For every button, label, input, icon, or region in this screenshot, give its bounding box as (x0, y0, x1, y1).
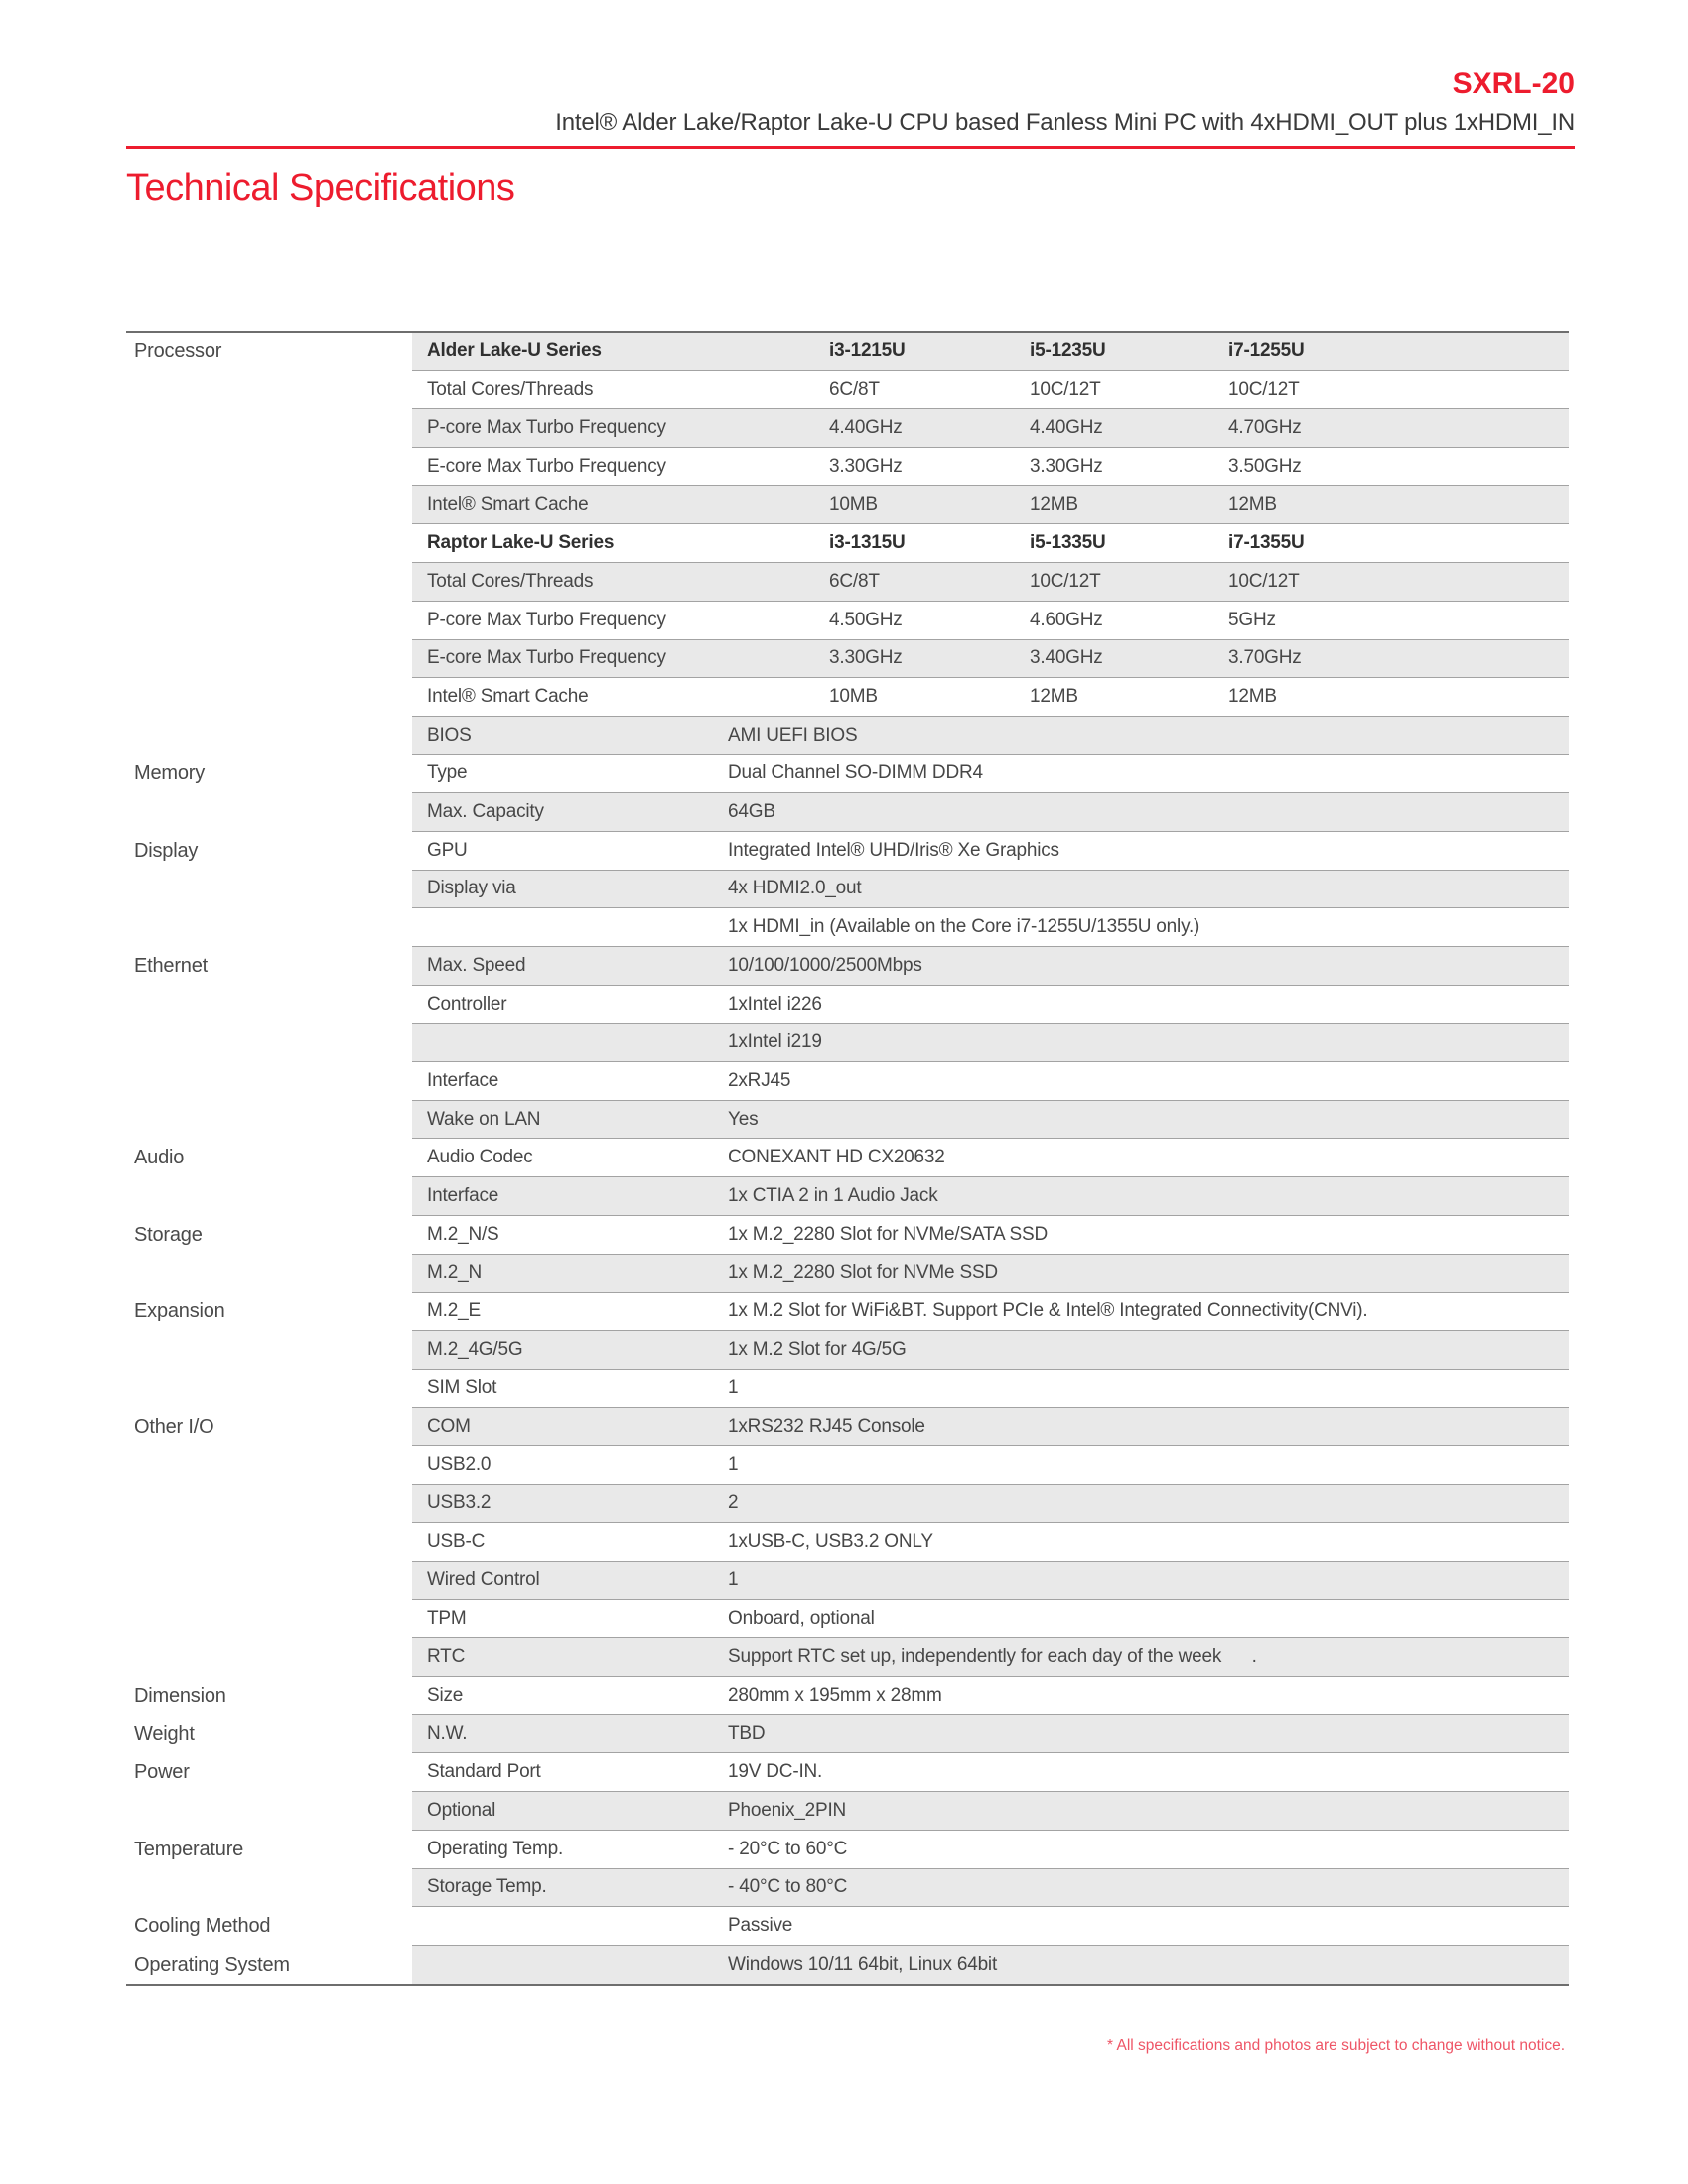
spec-label: P-core Max Turbo Frequency (427, 609, 666, 630)
spec-row-content (412, 717, 1569, 755)
spec-label: P-core Max Turbo Frequency (427, 417, 666, 439)
spec-row (126, 1715, 1569, 1754)
category-label (126, 448, 412, 486)
spec-value: 64GB (728, 801, 775, 823)
spec-row-content (412, 1139, 1569, 1177)
spec-value: AMI UEFI BIOS (728, 724, 858, 746)
spec-row-content (412, 1907, 1569, 1946)
spec-row (126, 1562, 1569, 1600)
cpu-col-value: i3-1215U (829, 340, 906, 361)
spec-row (126, 640, 1569, 679)
spec-row (126, 871, 1569, 909)
spec-row-content (412, 947, 1569, 986)
category-label (126, 1600, 412, 1639)
category-label (126, 640, 412, 679)
spec-row (126, 1062, 1569, 1101)
spec-value: 2xRJ45 (728, 1069, 791, 1091)
spec-table (126, 331, 1569, 1986)
spec-row (126, 1370, 1569, 1409)
spec-label: E-core Max Turbo Frequency (427, 647, 666, 669)
spec-row-content (412, 602, 1569, 640)
spec-value: Dual Channel SO-DIMM DDR4 (728, 762, 983, 784)
spec-label: Interface (427, 1184, 499, 1206)
spec-value: 1x M.2_2280 Slot for NVMe/SATA SSD (728, 1223, 1048, 1245)
spec-label: RTC (427, 1646, 466, 1668)
spec-row (126, 1101, 1569, 1140)
cpu-col-value: 4.50GHz (829, 609, 903, 630)
spec-row (126, 908, 1569, 947)
spec-row (126, 371, 1569, 410)
category-label (126, 409, 412, 448)
spec-label: Wake on LAN (427, 1108, 541, 1130)
spec-label: COM (427, 1416, 471, 1437)
spec-row-content (412, 1293, 1569, 1331)
cpu-col-value: 12MB (1228, 686, 1277, 708)
spec-row-content (412, 1408, 1569, 1446)
spec-value: Onboard, optional (728, 1607, 875, 1629)
cpu-col-value: 5GHz (1228, 609, 1276, 630)
spec-row-content (412, 524, 1569, 563)
spec-row (126, 793, 1569, 832)
spec-row-content (412, 563, 1569, 602)
category-label (126, 793, 412, 832)
spec-row (126, 524, 1569, 563)
spec-label: USB-C (427, 1531, 486, 1553)
spec-label: Wired Control (427, 1569, 540, 1590)
spec-value: Windows 10/11 64bit, Linux 64bit (728, 1954, 998, 1976)
spec-label: Optional (427, 1799, 496, 1821)
spec-row (126, 1177, 1569, 1216)
category-label: Audio (126, 1139, 412, 1177)
cpu-col-value: 3.30GHz (829, 455, 903, 477)
product-subtitle: Intel® Alder Lake/Raptor Lake-U CPU based Fanless Mini PC with 4xHDMI_OUT plus 1xHDMI_IN (555, 109, 1575, 136)
cpu-col-value: i3-1315U (829, 532, 906, 554)
spec-row (126, 563, 1569, 602)
category-label (126, 1062, 412, 1101)
spec-row-content (412, 333, 1569, 371)
category-label (126, 371, 412, 410)
category-label: Operating System (126, 1946, 412, 1984)
spec-label: Raptor Lake-U Series (427, 532, 615, 554)
category-label (126, 1024, 412, 1062)
spec-label: Storage Temp. (427, 1876, 547, 1898)
spec-row (126, 755, 1569, 794)
spec-row-content (412, 678, 1569, 717)
spec-value: 1x M.2 Slot for WiFi&BT. Support PCIe & Intel® Integrated Connectivity(CNVi). (728, 1300, 1368, 1322)
cpu-col-value: i7-1255U (1228, 340, 1305, 361)
spec-label: BIOS (427, 724, 472, 746)
category-label (126, 1638, 412, 1677)
spec-value: Integrated Intel® UHD/Iris® Xe Graphics (728, 839, 1059, 861)
spec-row (126, 448, 1569, 486)
spec-value: Passive (728, 1915, 793, 1937)
spec-label: M.2_4G/5G (427, 1338, 523, 1360)
spec-row-content (412, 871, 1569, 909)
category-label: Power (126, 1753, 412, 1792)
category-label: Expansion (126, 1293, 412, 1331)
spec-value: 1xRS232 RJ45 Console (728, 1416, 925, 1437)
cpu-col-value: 12MB (1030, 493, 1078, 515)
cpu-col-value: 6C/8T (829, 570, 880, 592)
cpu-col-value: 4.70GHz (1228, 417, 1302, 439)
category-label (126, 524, 412, 563)
spec-row (126, 1638, 1569, 1677)
category-label (126, 1792, 412, 1831)
cpu-col-value: 3.40GHz (1030, 647, 1103, 669)
spec-row (126, 832, 1569, 871)
category-label: Storage (126, 1216, 412, 1255)
category-label: Other I/O (126, 1408, 412, 1446)
spec-row-content (412, 1869, 1569, 1908)
cpu-col-value: i5-1235U (1030, 340, 1106, 361)
category-label (126, 1523, 412, 1562)
cpu-col-value: 6C/8T (829, 378, 880, 400)
spec-row-content (412, 448, 1569, 486)
cpu-col-value: 12MB (1030, 686, 1078, 708)
spec-label: M.2_E (427, 1300, 481, 1322)
spec-row-content (412, 908, 1569, 947)
spec-row-content (412, 1177, 1569, 1216)
spec-row-content (412, 1753, 1569, 1792)
spec-row (126, 986, 1569, 1024)
spec-row-content (412, 486, 1569, 525)
category-label (126, 986, 412, 1024)
category-label: Display (126, 832, 412, 871)
spec-row-content (412, 1523, 1569, 1562)
category-label (126, 1869, 412, 1908)
cpu-col-value: 10MB (829, 493, 878, 515)
category-label (126, 678, 412, 717)
spec-label: TPM (427, 1607, 467, 1629)
spec-row-content (412, 371, 1569, 410)
spec-label: M.2_N/S (427, 1223, 499, 1245)
spec-label: Interface (427, 1069, 499, 1091)
spec-row (126, 1408, 1569, 1446)
cpu-col-value: 10C/12T (1228, 378, 1300, 400)
spec-value: 1x M.2 Slot for 4G/5G (728, 1338, 907, 1360)
spec-row-content (412, 1792, 1569, 1831)
spec-row (126, 678, 1569, 717)
spec-row-content (412, 1946, 1569, 1984)
spec-row (126, 1600, 1569, 1639)
spec-value: 1 (728, 1569, 739, 1590)
cpu-col-value: i7-1355U (1228, 532, 1305, 554)
spec-label: Intel® Smart Cache (427, 493, 589, 515)
category-label (126, 1255, 412, 1294)
spec-row (126, 1907, 1569, 1946)
category-label (126, 486, 412, 525)
spec-row-content (412, 1370, 1569, 1409)
category-label (126, 1370, 412, 1409)
spec-row (126, 409, 1569, 448)
spec-label: Max. Capacity (427, 801, 544, 823)
spec-row-content (412, 640, 1569, 679)
spec-row (126, 1946, 1569, 1984)
spec-row (126, 486, 1569, 525)
spec-row-content (412, 1638, 1569, 1677)
spec-row (126, 1677, 1569, 1715)
spec-row-content (412, 409, 1569, 448)
category-label (126, 563, 412, 602)
spec-value: TBD (728, 1722, 766, 1744)
spec-label: GPU (427, 839, 468, 861)
category-label: Memory (126, 755, 412, 794)
cpu-col-value: 10C/12T (1030, 378, 1101, 400)
spec-row (126, 1216, 1569, 1255)
footnote: * All specifications and photos are subject to change without notice. (1107, 2037, 1565, 2054)
spec-row-content (412, 1715, 1569, 1754)
spec-label: Total Cores/Threads (427, 570, 594, 592)
spec-row (126, 602, 1569, 640)
category-label (126, 1177, 412, 1216)
category-label: Dimension (126, 1677, 412, 1715)
cpu-col-value: 3.70GHz (1228, 647, 1302, 669)
category-label (126, 1485, 412, 1524)
cpu-col-value: 3.30GHz (1030, 455, 1103, 477)
spec-row-content (412, 1446, 1569, 1485)
category-label (126, 602, 412, 640)
spec-value: 1x M.2_2280 Slot for NVMe SSD (728, 1262, 998, 1284)
spec-row (126, 1485, 1569, 1524)
category-label: Processor (126, 333, 412, 371)
spec-row-content (412, 986, 1569, 1024)
spec-label: SIM Slot (427, 1377, 497, 1399)
spec-label: USB2.0 (427, 1453, 492, 1475)
spec-row-content (412, 1255, 1569, 1294)
spec-row-content (412, 1216, 1569, 1255)
model-number: SXRL-20 (1452, 68, 1575, 100)
spec-row (126, 1753, 1569, 1792)
category-label (126, 717, 412, 755)
spec-row-content (412, 1677, 1569, 1715)
spec-label: Intel® Smart Cache (427, 686, 589, 708)
category-label: Cooling Method (126, 1907, 412, 1946)
category-label (126, 908, 412, 947)
spec-row (126, 1024, 1569, 1062)
spec-label: Total Cores/Threads (427, 378, 594, 400)
cpu-col-value: 10C/12T (1030, 570, 1101, 592)
spec-label: M.2_N (427, 1262, 482, 1284)
spec-value: - 20°C to 60°C (728, 1838, 848, 1859)
cpu-col-value: 3.30GHz (829, 647, 903, 669)
spec-label: Display via (427, 878, 516, 899)
category-label: Ethernet (126, 947, 412, 986)
spec-value: 10/100/1000/2500Mbps (728, 954, 922, 976)
spec-row-content (412, 755, 1569, 794)
spec-label: E-core Max Turbo Frequency (427, 455, 666, 477)
section-title: Technical Specifications (126, 167, 515, 208)
spec-value: 1x CTIA 2 in 1 Audio Jack (728, 1184, 938, 1206)
spec-label: Type (427, 762, 468, 784)
category-label (126, 871, 412, 909)
spec-row (126, 1293, 1569, 1331)
spec-row-content (412, 1101, 1569, 1140)
spec-row (126, 1792, 1569, 1831)
spec-value: 19V DC-IN. (728, 1761, 823, 1783)
spec-row (126, 1255, 1569, 1294)
category-label: Weight (126, 1715, 412, 1754)
spec-value: 1 (728, 1377, 739, 1399)
cpu-col-value: 10C/12T (1228, 570, 1300, 592)
category-label: Temperature (126, 1831, 412, 1869)
cpu-col-value: i5-1335U (1030, 532, 1106, 554)
spec-row-content (412, 1485, 1569, 1524)
spec-label: Size (427, 1684, 464, 1706)
spec-label: Operating Temp. (427, 1838, 564, 1859)
spec-row (126, 1139, 1569, 1177)
category-label (126, 1101, 412, 1140)
spec-label: Audio Codec (427, 1147, 533, 1168)
spec-value: 1xUSB-C, USB3.2 ONLY (728, 1531, 933, 1553)
spec-row-content (412, 1600, 1569, 1639)
cpu-col-value: 4.60GHz (1030, 609, 1103, 630)
spec-value: 1xIntel i226 (728, 993, 822, 1015)
category-label (126, 1562, 412, 1600)
spec-row (126, 717, 1569, 755)
category-label (126, 1331, 412, 1370)
spec-row (126, 1331, 1569, 1370)
spec-row-content (412, 1024, 1569, 1062)
spec-value: CONEXANT HD CX20632 (728, 1147, 945, 1168)
spec-value: 280mm x 195mm x 28mm (728, 1684, 942, 1706)
spec-value: 1xIntel i219 (728, 1031, 822, 1053)
spec-row-content (412, 1562, 1569, 1600)
spec-row-content (412, 1831, 1569, 1869)
spec-value: 2 (728, 1492, 739, 1514)
spec-value: 4x HDMI2.0_out (728, 878, 862, 899)
spec-row-content (412, 1062, 1569, 1101)
spec-row (126, 1446, 1569, 1485)
spec-label: Controller (427, 993, 507, 1015)
spec-row (126, 1831, 1569, 1869)
cpu-col-value: 4.40GHz (829, 417, 903, 439)
spec-value: Phoenix_2PIN (728, 1799, 847, 1821)
spec-value: 1x HDMI_in (Available on the Core i7-1255U/1355U only.) (728, 916, 1200, 938)
cpu-col-value: 4.40GHz (1030, 417, 1103, 439)
spec-row-content (412, 793, 1569, 832)
spec-label: USB3.2 (427, 1492, 492, 1514)
spec-row-content (412, 1331, 1569, 1370)
spec-value: 1 (728, 1453, 739, 1475)
spec-value: Support RTC set up, independently for each day of the week . (728, 1646, 1257, 1668)
cpu-col-value: 12MB (1228, 493, 1277, 515)
spec-label: N.W. (427, 1722, 468, 1744)
spec-label: Standard Port (427, 1761, 541, 1783)
spec-row-content (412, 832, 1569, 871)
spec-row (126, 333, 1569, 371)
cpu-col-value: 10MB (829, 686, 878, 708)
cpu-col-value: 3.50GHz (1228, 455, 1302, 477)
spec-label: Max. Speed (427, 954, 526, 976)
category-label (126, 1446, 412, 1485)
spec-value: Yes (728, 1108, 759, 1130)
spec-row (126, 1523, 1569, 1562)
spec-row (126, 947, 1569, 986)
spec-label: Alder Lake-U Series (427, 340, 602, 361)
header-rule (126, 146, 1575, 149)
spec-row (126, 1869, 1569, 1908)
spec-value: - 40°C to 80°C (728, 1876, 848, 1898)
